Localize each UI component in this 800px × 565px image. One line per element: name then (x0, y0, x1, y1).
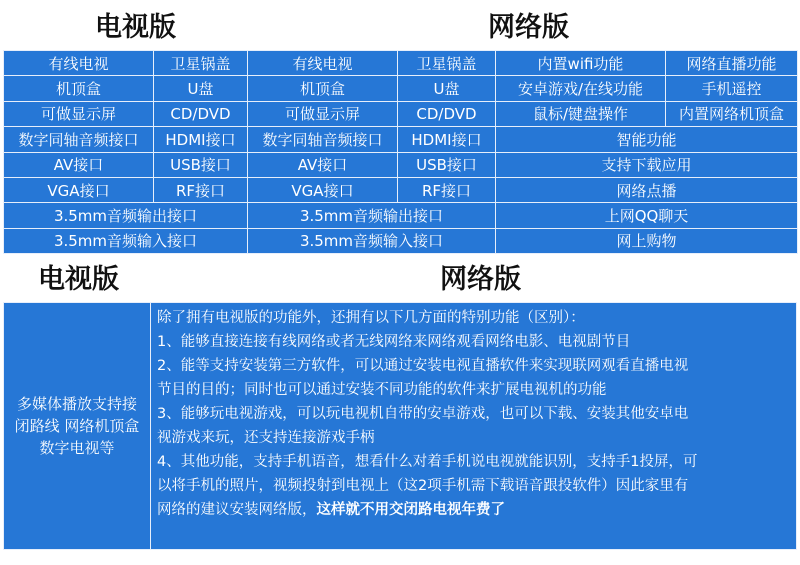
description-line: 1、能够直接连接有线网络或者无线网络来网络观看网络电影、电视剧节目 (157, 334, 631, 350)
table-cell: 手机遥控 (666, 76, 798, 101)
table-cell: 机顶盒 (4, 76, 154, 101)
description-line: 闭路线 网络机顶盒 (14, 417, 140, 435)
table-cell: 机顶盒 (248, 76, 398, 101)
description-line: 除了拥有电视版的功能外，还拥有以下几方面的特别功能（区别）： (157, 310, 585, 326)
table-cell: 鼠标/键盘操作 (496, 101, 666, 126)
tv-version-description (4, 303, 151, 550)
table-cell: 有线电视 (4, 51, 154, 76)
table-row (4, 76, 798, 101)
description-line: 多媒体播放支持接 (16, 395, 137, 413)
description-line: 3、能够玩电视游戏，可以玩电视机自带的安卓游戏，也可以下载、安装其他安卓电 (157, 406, 689, 422)
comparison-table (3, 50, 798, 254)
table-row (4, 303, 797, 550)
table-cell: 可做显示屏 (4, 101, 154, 126)
table-cell: USB接口 (398, 152, 496, 177)
table-cell: RF接口 (398, 177, 496, 202)
table-cell: 3.5mm音频输出接口 (248, 203, 496, 228)
description-line: 数字电视等 (39, 439, 115, 457)
table-cell: 网络点播 (496, 177, 798, 202)
table-row (4, 152, 798, 177)
table-cell: 3.5mm音频输出接口 (4, 203, 248, 228)
table-cell: 内置wifi功能 (496, 51, 666, 76)
table-cell: 安卓游戏/在线功能 (496, 76, 666, 101)
table-cell: VGA接口 (4, 177, 154, 202)
table-cell: U盘 (154, 76, 248, 101)
table-cell: 网络直播功能 (666, 51, 798, 76)
description-line: 2、能等支持安装第三方软件，可以通过安装电视直播软件来实现联网观看直播电视 (157, 358, 689, 374)
table-cell: 支持下载应用 (496, 152, 798, 177)
heading-tv-version-2: 电视版 (38, 264, 119, 295)
table-cell: 3.5mm音频输入接口 (248, 228, 496, 253)
network-version-description (151, 303, 797, 550)
table-cell: 有线电视 (248, 51, 398, 76)
table-cell: 数字同轴音频接口 (248, 127, 398, 152)
table-row (4, 203, 798, 228)
table-cell: 智能功能 (496, 127, 798, 152)
table-row (4, 177, 798, 202)
table-cell: 卫星锅盖 (154, 51, 248, 76)
description-line: 以将手机的照片，视频投射到电视上（这2项手机需下载语音跟投软件）因此家里有 (157, 478, 689, 494)
heading-network-version-2: 网络版 (440, 264, 521, 295)
table-cell: HDMI接口 (398, 127, 496, 152)
heading-tv-version: 电视版 (95, 12, 176, 43)
table-cell: 可做显示屏 (248, 101, 398, 126)
table-cell: HDMI接口 (154, 127, 248, 152)
table-cell: 上网QQ聊天 (496, 203, 798, 228)
table-cell: CD/DVD (398, 101, 496, 126)
description-line: 视游戏来玩，还支持连接游戏手柄 (157, 430, 375, 446)
table-cell: 卫星锅盖 (398, 51, 496, 76)
table-cell: 3.5mm音频输入接口 (4, 228, 248, 253)
description-text: 网络的建议安装网络版， (157, 502, 317, 518)
heading-network-version: 网络版 (488, 12, 569, 43)
highlight-text: 这样就不用交闭路电视年费了 (316, 502, 505, 518)
description-line: 4、其他功能，支持手机语音，想看什么对着手机说电视就能识别，支持手1投屏，可 (157, 454, 698, 470)
table-cell: USB接口 (154, 152, 248, 177)
table-row (4, 127, 798, 152)
table-row (4, 51, 798, 76)
description-line: 节目的目的；同时也可以通过安装不同功能的软件来扩展电视机的功能 (157, 382, 607, 398)
table-row (4, 101, 798, 126)
table-cell: U盘 (398, 76, 496, 101)
table-cell: 内置网络机顶盒 (666, 101, 798, 126)
table-cell: VGA接口 (248, 177, 398, 202)
table-cell: 网上购物 (496, 228, 798, 253)
table-cell: AV接口 (4, 152, 154, 177)
table-row (4, 228, 798, 253)
table-cell: RF接口 (154, 177, 248, 202)
table-cell: 数字同轴音频接口 (4, 127, 154, 152)
difference-table (3, 302, 797, 550)
table-cell: AV接口 (248, 152, 398, 177)
description-line (157, 498, 792, 522)
table-cell: CD/DVD (154, 101, 248, 126)
